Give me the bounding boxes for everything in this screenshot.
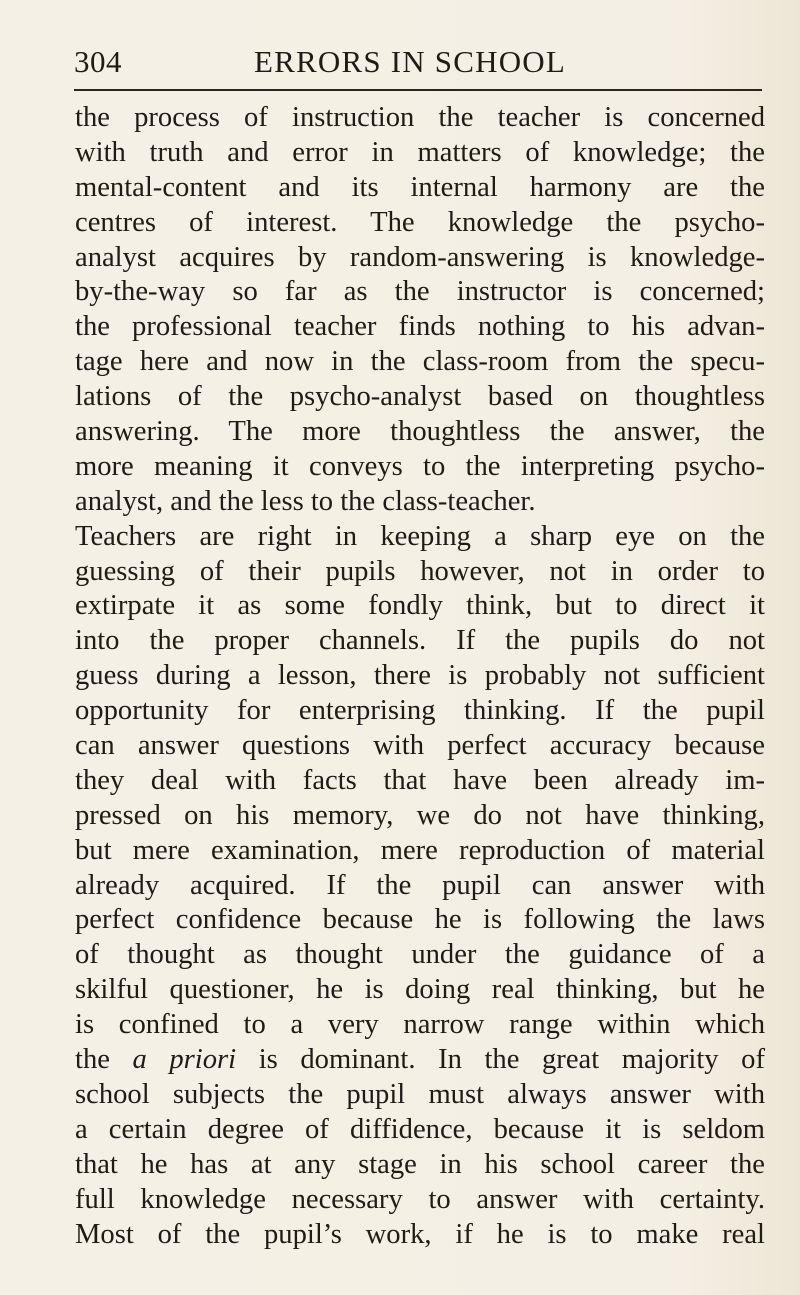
text-line: Teachers are right in keeping a sharp eye on the — [75, 520, 765, 552]
body-text — [75, 101, 765, 1252]
text-line: tage here and now in the class-room from the specu- — [75, 346, 765, 378]
text-line: they deal with facts that have been already im- — [75, 764, 765, 796]
text-line: analyst acquires by random-answering is knowledge- — [75, 241, 765, 273]
text-line: mental-content and its internal harmony are the — [75, 171, 765, 203]
text-line: already acquired. If the pupil can answer with — [75, 869, 765, 901]
text-line: opportunity for enterprising thinking. If the pupil — [75, 695, 765, 727]
text-line: can answer questions with perfect accuracy because — [75, 730, 765, 762]
page-header — [74, 36, 764, 88]
text-line-with-italic — [75, 1043, 765, 1078]
header-rule — [74, 89, 762, 91]
text-line: full knowledge necessary to answer with certainty. — [75, 1183, 765, 1215]
page-number: 304 — [74, 44, 122, 79]
text-line: into the proper channels. If the pupils do not — [75, 625, 765, 657]
text-line: by-the-way so far as the instructor is concerned; — [75, 276, 765, 308]
text-line: extirpate it as some fondly think, but to direct it — [75, 590, 765, 622]
text-line: that he has at any stage in his school career the — [75, 1148, 765, 1180]
text-line: a certain degree of diffidence, because it is seldom — [75, 1113, 765, 1145]
text-line: centres of interest. The knowledge the psycho- — [75, 206, 765, 238]
text-line: the process of instruction the teacher is concerned — [75, 102, 765, 133]
text-line: the professional teacher finds nothing to his advan- — [75, 311, 765, 343]
text-line: but mere examination, mere reproduction of material — [75, 834, 765, 866]
text-line: analyst, and the less to the class-teacher. — [75, 485, 536, 517]
running-head: ERRORS IN SCHOOL — [254, 44, 567, 79]
text-line: with truth and error in matters of knowledge; the — [75, 136, 765, 168]
text-line: is confined to a very narrow range within which — [75, 1009, 765, 1041]
text-line: perfect confidence because he is following the laws — [75, 904, 765, 936]
line-28-post: is dominant. In the great majority of — [258, 1044, 765, 1076]
italic-a-priori: a priori — [132, 1044, 237, 1076]
text-line: guess during a lesson, there is probably not sufficient — [75, 660, 765, 692]
line-28-pre: the — [75, 1044, 110, 1076]
text-line: school subjects the pupil must always answer with — [75, 1078, 765, 1110]
text-line: pressed on his memory, we do not have thinking, — [75, 799, 765, 831]
text-line: Most of the pupil’s work, if he is to make real — [75, 1218, 765, 1250]
text-line: more meaning it conveys to the interpreting psycho- — [75, 450, 765, 482]
text-line: guessing of their pupils however, not in order to — [75, 555, 765, 587]
text-line: of thought as thought under the guidance of a — [75, 939, 765, 971]
text-line: answering. The more thoughtless the answer, the — [75, 416, 765, 448]
text-line: lations of the psycho-analyst based on thoughtless — [75, 381, 765, 413]
text-line: skilful questioner, he is doing real thinking, but he — [75, 974, 765, 1006]
